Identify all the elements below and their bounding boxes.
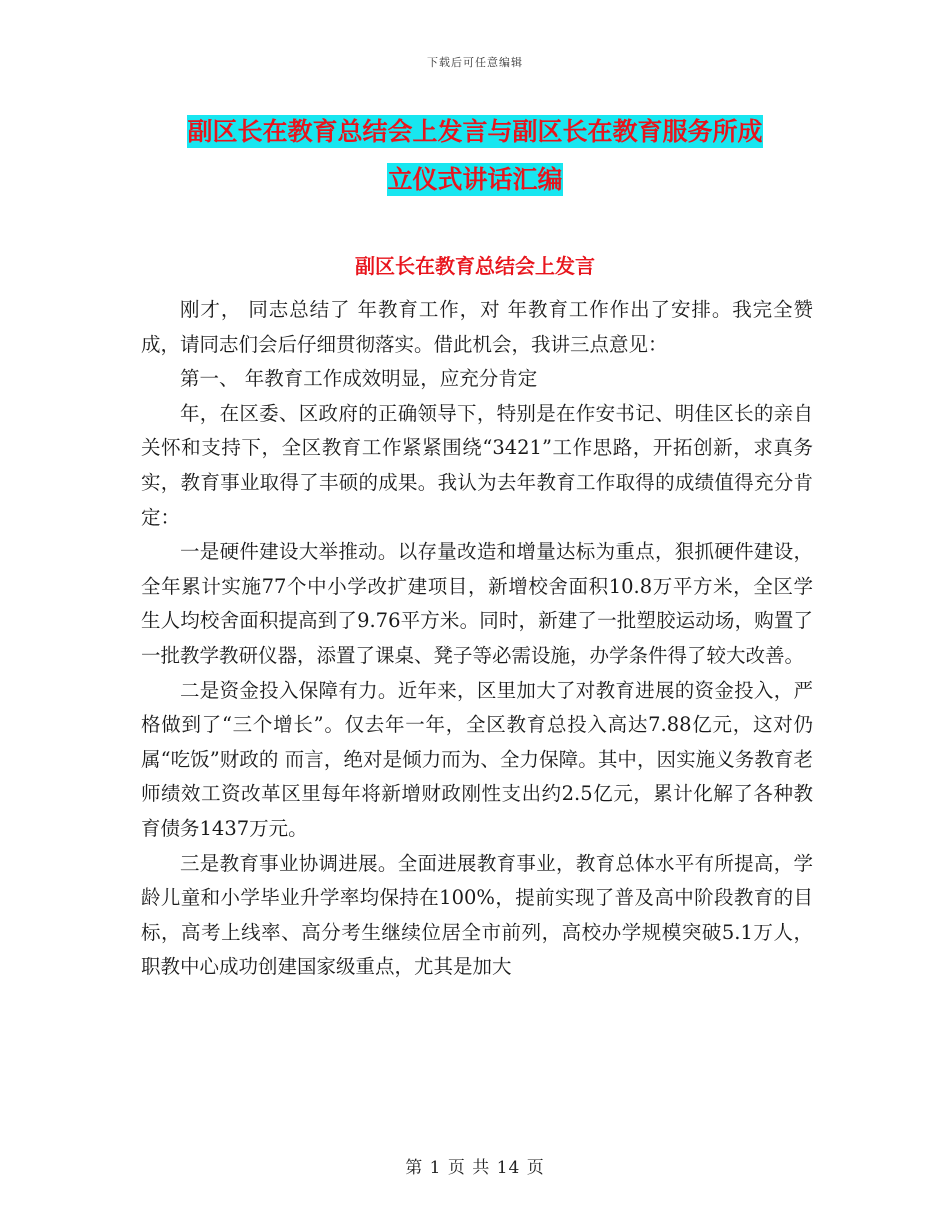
paragraph: 年，在区委、区政府的正确领导下，特别是在作安书记、明佳区长的亲自关怀和支持下，全区教育工作紧紧围绕“3421”工作思路，开拓创新，求真务实，教育事业取得了丰硕的成果。我认为去年教育工作取得的成绩值得充分肯定： (141, 401, 813, 529)
document-body (141, 293, 813, 985)
paragraph: 一是硬件建设大举推动。以存量改造和增量达标为重点，狠抓硬件建设，全年累计实施77个中小学改扩建项目，新增校舍面积10.8万平方米，全区学生人均校舍面积提高到了9.76平方米。同时，新建了一批塑胶运动场，购置了一批教学教研仪器，添置了课桌、凳子等必需设施，办学条件得了较大改善。 (141, 540, 813, 667)
document-title-line1: 副区长在教育总结会上发言与副区长在教育服务所成 (187, 117, 763, 146)
paragraph: 二是资金投入保障有力。近年来，区里加大了对教育进展的资金投入，严格做到了“三个增长”。仅去年一年，全区教育总投入高达7.88亿元，这对仍属“吃饭”财政的 而言，绝对是倾力而为、全力保障。其中，因实施义务教育老师绩效工资改革区里每年将新增财政刚性支出约2.5亿元，累计化解了各种教育债务1437万元。 (141, 678, 813, 840)
header-note: 下载后可任意编辑 (427, 56, 523, 69)
paragraph: 三是教育事业协调进展。全面进展教育事业，教育总体水平有所提高，学龄儿童和小学毕业升学率均保持在100%，提前实现了普及高中阶段教育的目标，高考上线率、高分考生继续位居全市前列，高校办学规模突破5.1万人，职教中心成功创建国家级重点，尤其是加大 (141, 851, 813, 979)
page-footer: 第 1 页 共 14 页 (405, 1158, 545, 1178)
paragraph: 第一、 年教育工作成效明显，应充分肯定 (180, 367, 538, 391)
document-title-line2: 立仪式讲话汇编 (387, 165, 563, 194)
document-title (140, 108, 810, 204)
section-title: 副区长在教育总结会上发言 (355, 254, 595, 278)
paragraph: 刚才， 同志总结了 年教育工作，对 年教育工作作出了安排。我完全赞成，请同志们会后仔细贯彻落实。借此机会，我讲三点意见： (141, 298, 813, 356)
